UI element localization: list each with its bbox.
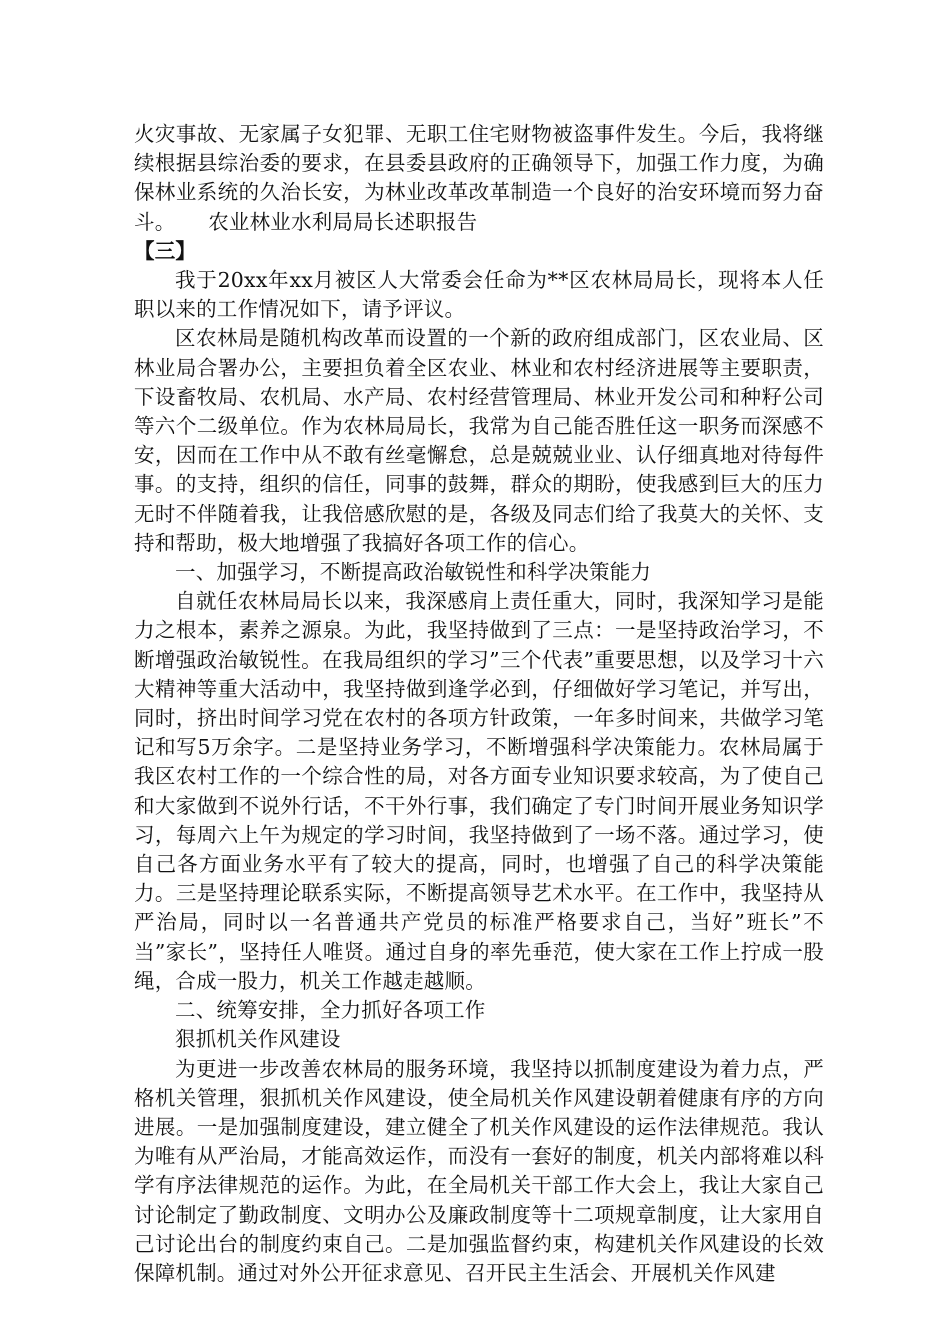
paragraph-intro: 我于20xx年xx月被区人大常委会任命为**区农林局局长，现将本人任职以来的工作情况如下，请予评议。 [134,268,824,322]
paragraph-work-style: 为更进一步改善农林局的服务环境，我坚持以抓制度建设为着力点，严格机关管理，狠抓机关作风建设，使全局机关作风建设朝着健康有序的方向进展。一是加强制度建设，建立健全了机关作风建设的运作法律规范。我认为唯有从严治局，才能高效运作，而没有一套好的制度，机关内部将难以科学有序法律规范的运作。为此，在全局机关干部工作大会上，我让大家自己讨论制定了勤政制度、文明办公及廉政制度等十二项规章制度，让大家用自己讨论出台的制度约束自己。二是加强监督约束，构建机关作风建设的长效保障机制。通过对外公开征求意见、召开民主生活会、开展机关作风建 [134,1056,824,1285]
report-title: 农业林业水利局局长述职报告 [208,209,478,234]
paragraph-continued [134,120,824,237]
paragraph-text: 火灾事故、无家属子女犯罪、无职工住宅财物被盗事件发生。今后，我将继续根据县综治委的要求，在县委县政府的正确领导下，加强工作力度，为确保林业系统的久治长安，为林业改革改革制造一个良好的治安环境而努力奋斗。 [134,122,824,234]
subheading-work-style: 狠抓机关作风建设 [175,1027,341,1052]
section-number: 【三】 [134,238,197,263]
paragraph-background: 区农林局是随机构改革而设置的一个新的政府组成部门，区农业局、区林业局合署办公，主要担负着全区农业、林业和农村经济进展等主要职责，下设畜牧局、农机局、水产局、农村经营管理局、林业开发公司和种籽公司等六个二级单位。作为农林局局长，我常为自己能否胜任这一职务而深感不安，因而在工作中从不敢有丝毫懈怠，总是兢兢业业、认仔细真地对待每件事。的支持，组织的信任，同事的鼓舞，群众的期盼，使我感到巨大的压力无时不伴随着我，让我倍感欣慰的是，各级及同志们给了我莫大的关怀、支持和帮助，极大地增强了我搞好各项工作的信心。 [134,326,824,555]
section-label [134,237,824,266]
document-page [134,120,824,1288]
section-heading-2: 二、统筹安排，全力抓好各项工作 [175,998,486,1023]
section-heading-1: 一、加强学习，不断提高政治敏锐性和科学决策能力 [175,560,652,585]
paragraph-study: 自就任农林局局长以来，我深感肩上责任重大，同时，我深知学习是能力之根本，素养之源泉。为此，我坚持做到了三点：一是坚持政治学习，不断增强政治敏锐性。在我局组织的学习”三个代表”重要思想，以及学习十六大精神等重大活动中，我坚持做到逢学必到，仔细做好学习笔记，并写出，同时，挤出时间学习党在农村的各项方针政策，一年多时间来，共做学习笔记和写5万余字。二是坚持业务学习，不断增强科学决策能力。农林局属于我区农村工作的一个综合性的局，对各方面专业知识要求较高，为了使自己和大家做到不说外行话，不干外行事，我们确定了专门时间开展业务知识学习，每周六上午为规定的学习时间，我坚持做到了一场不落。通过学习，使自己各方面业务水平有了较大的提高，同时，也增强了自己的科学决策能力。三是坚持理论联系实际，不断提高领导艺术水平。在工作中，我坚持从严治局，同时以一名普通共产党员的标准严格要求自己，当好”班长”不当”家长”，坚持任人唯贤。通过自身的率先垂范，使大家在工作上拧成一股绳，合成一股力，机关工作越走越顺。 [134,589,824,993]
